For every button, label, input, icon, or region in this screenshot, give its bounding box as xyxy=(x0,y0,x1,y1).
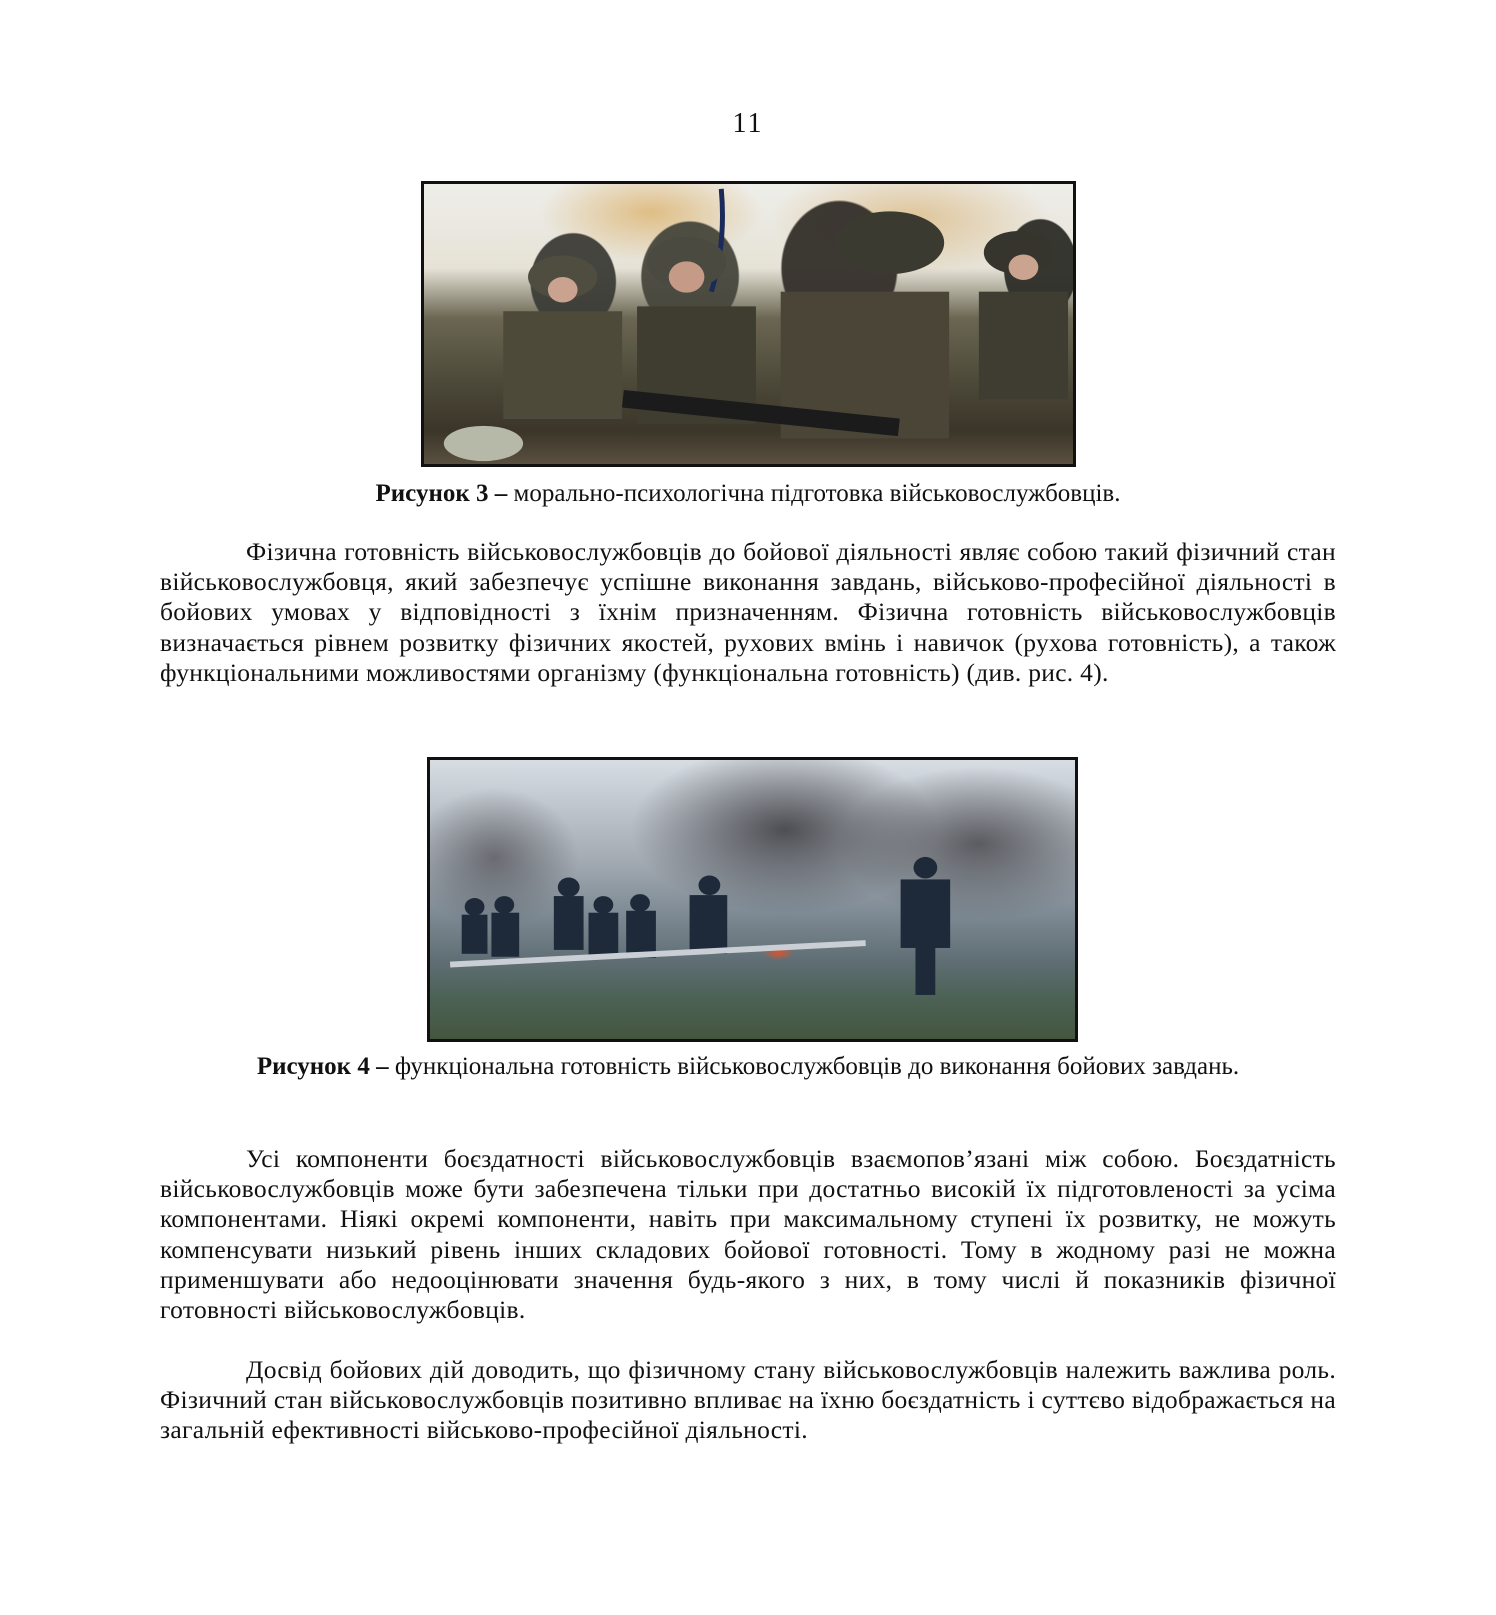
paragraph-combat-experience xyxy=(160,1355,1336,1446)
paragraph-components xyxy=(160,1144,1336,1325)
soldiers-shouting-image xyxy=(424,184,1073,464)
figure-4-image xyxy=(427,757,1078,1042)
paragraph-2-text: Усі компоненти боєздатності військовослужбовців взаємопов’язані між собою. Боєздатність військовослужбовців може бути забезпечена тільки при достатньо високій їх підготовленості за усіма компонентами. Ніякі окремі компоненти, навіть при максимальному ступені їх розвитку, не можуть компенсувати низький рівень інших складових бойової готовності. Тому в жодному разі не можна применшувати або недооцінювати значення будь-якого з них, в тому числі й показників фізичної готовності військовослужбовців. xyxy=(160,1144,1336,1325)
figure-4-caption xyxy=(170,1052,1326,1082)
figure-4-label: Рисунок 4 – xyxy=(256,1053,389,1080)
figure-3-caption-text: морально-психологічна підготовка військовослужбовців. xyxy=(507,480,1121,507)
figure-3-label: Рисунок 3 – xyxy=(375,480,508,507)
figure-3-caption xyxy=(160,479,1336,509)
paragraph-physical-readiness xyxy=(160,537,1336,688)
paragraph-1-text: Фізична готовність військовослужбовців до бойової діяльності являє собою такий фізичний стан військовослужбовця, який забезпечує успішне виконання завдань, військово-професійної діяльності в бойових умовах у відповідності з їхнім призначенням. Фізична готовність військовослужбовців визначається рівнем розвитку фізичних якостей, рухових вмінь і навичок (рухова готовність), а також функціональними можливостями організму (функціональна готовність) (див. рис. 4). xyxy=(160,537,1336,687)
figure-4-caption-text: функціональна готовність військовослужбовців до виконання бойових завдань. xyxy=(388,1053,1240,1080)
soldiers-advancing-smoke-image xyxy=(430,760,1075,1039)
figure-3-image xyxy=(421,181,1076,467)
page-number: 11 xyxy=(732,108,764,139)
paragraph-3-text: Досвід бойових дій доводить, що фізичному стану військовослужбовців належить важлива роль. Фізичний стан військовослужбовців позитивно впливає на їхню боєздатність і суттєво відображається на загальній ефективності військово-професійної діяльності. xyxy=(160,1355,1336,1445)
